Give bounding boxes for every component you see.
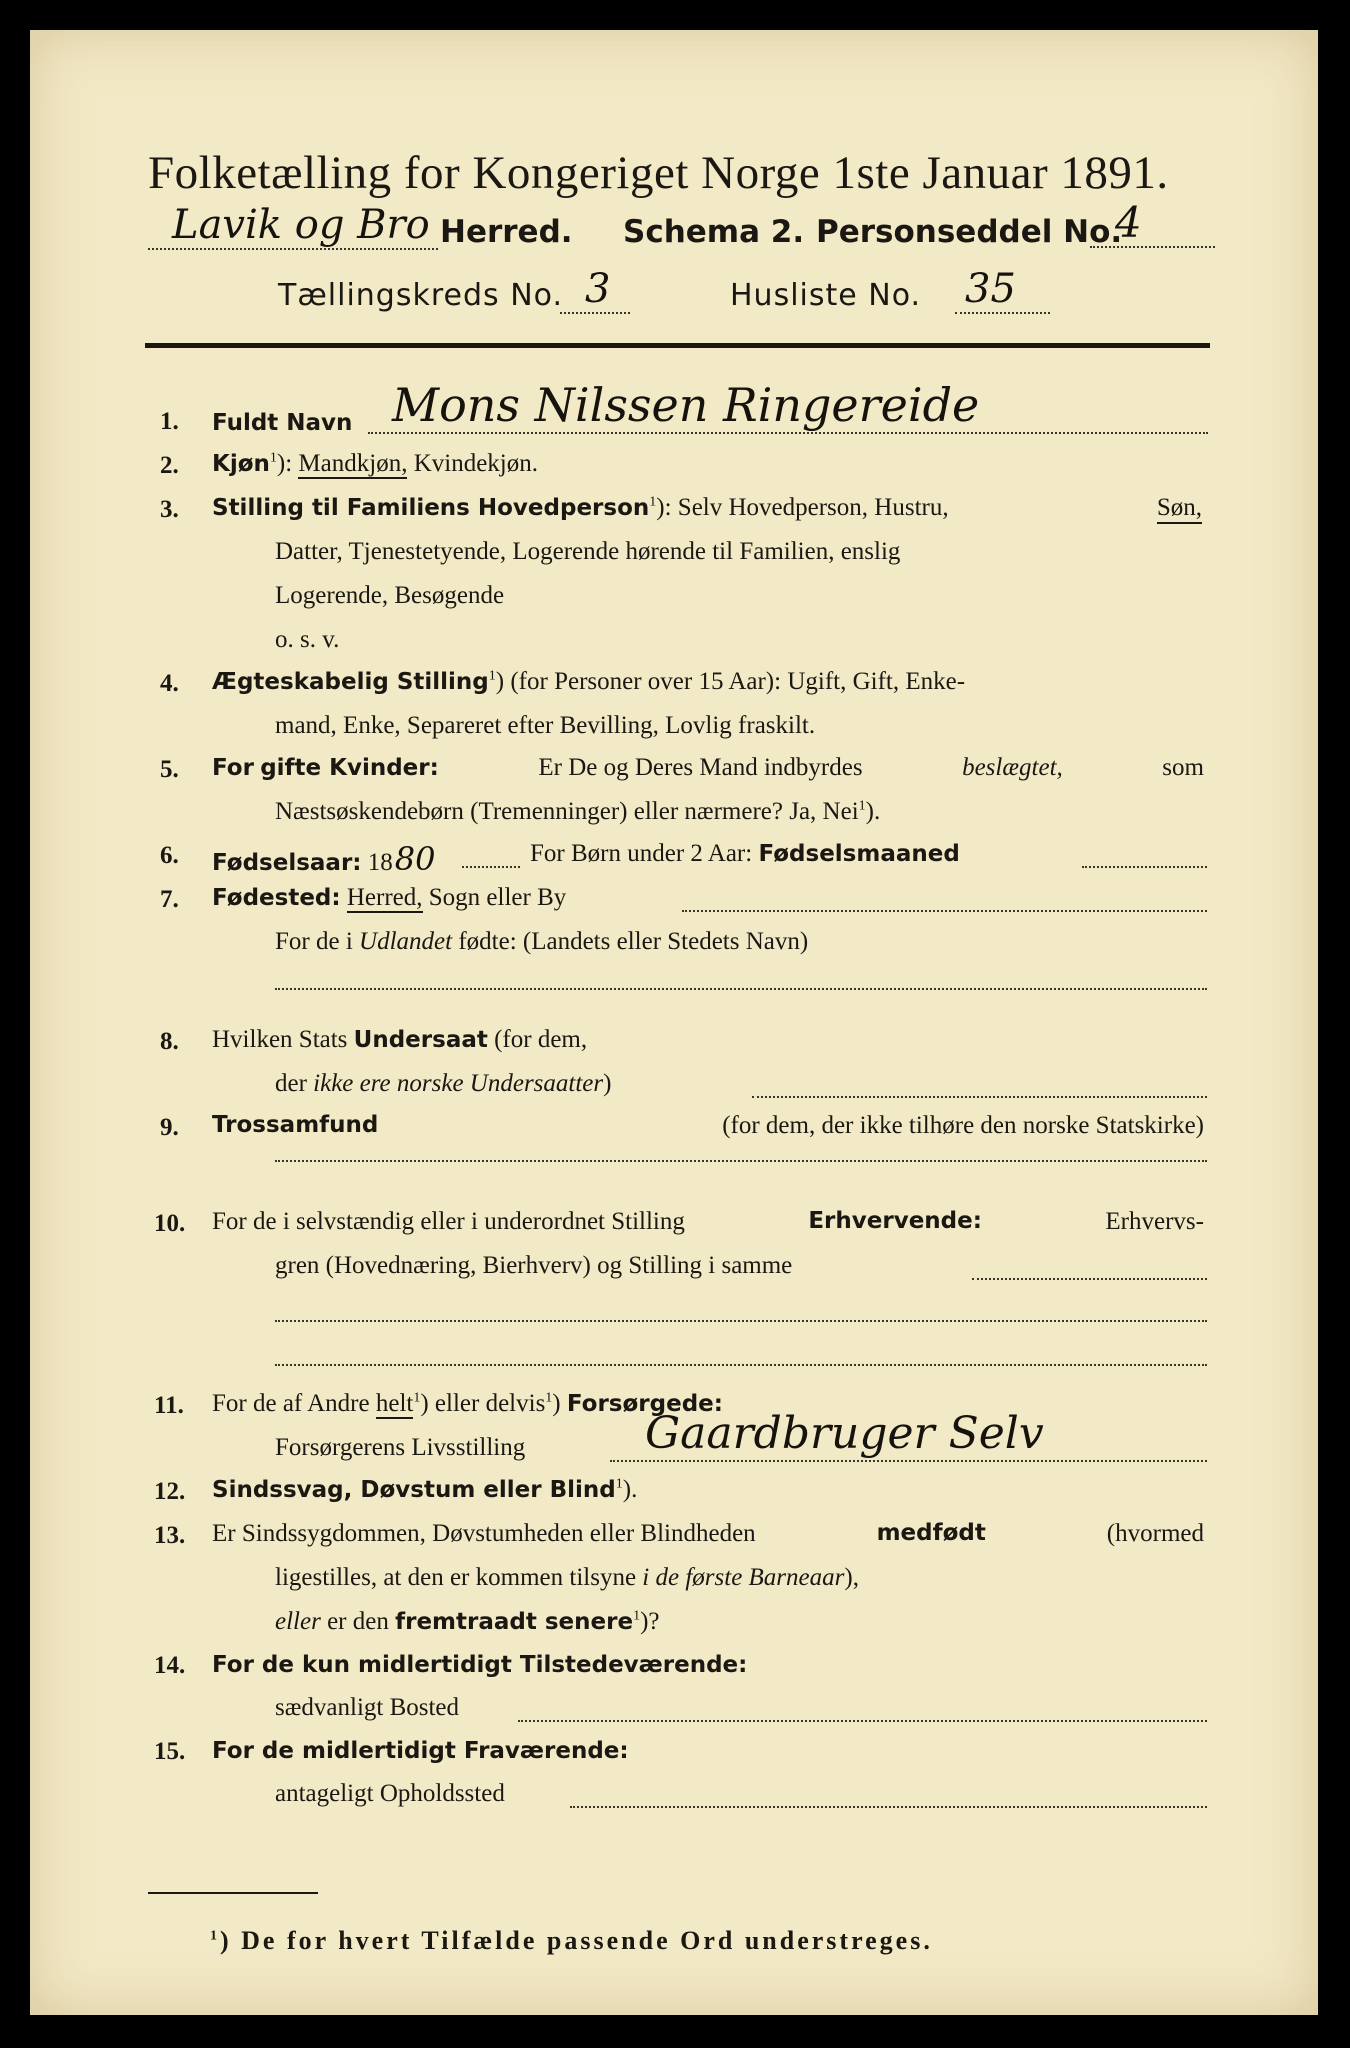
birth-year-answer: 80 xyxy=(394,840,436,878)
marital-status-line1: Ægteskabelig Stilling$^1$) (for Personer over 15 Aar): Ugift, Gift, Enke- xyxy=(212,668,966,695)
sex-line: Kjøn$^1$): Mandkjøn, Kvindekjøn. xyxy=(212,450,538,477)
husliste-label: Husliste No. xyxy=(730,278,922,313)
religion-label: Trossamfund xyxy=(212,1112,379,1138)
married-women-label: gifte Kvinder: xyxy=(260,755,439,781)
congenital-line3: eller er den fremtraadt senere$^1$)? xyxy=(275,1608,660,1635)
full-name-answer: Mons Nilssen Ringereide xyxy=(392,378,980,432)
supporter-occupation-answer: Gaardbruger Selv xyxy=(645,1408,1044,1459)
item-number: 12. xyxy=(154,1478,186,1505)
occupation-line1: For de i selvstændig eller i underordnet Stilling Erhvervende: Erhvervs- xyxy=(212,1208,1204,1235)
supported-line1: For de af Andre helt$^1$) eller delvis$^1$) Forsørgede: xyxy=(212,1390,723,1417)
marital-status-line2: mand, Enke, Separeret efter Bevilling, Lovlig fraskilt. xyxy=(275,712,816,739)
birth-month-label: Fødselsmaaned xyxy=(758,841,960,867)
son-underlined: Søn, xyxy=(1157,494,1202,524)
sex-label: Kjøn xyxy=(212,451,270,477)
item-number: 13. xyxy=(154,1522,186,1549)
birthplace-label: Fødested: xyxy=(212,885,341,911)
family-position-line2: Datter, Tjenestetyende, Logerende hørende til Familien, enslig xyxy=(275,538,901,565)
married-women-line1: For gifte Kvinder: Er De og Deres Mand indbyrdes beslægtet, som xyxy=(212,754,1204,781)
item-number: 6. xyxy=(160,842,179,869)
sex-female: Kvindekjøn. xyxy=(413,450,538,477)
item-number: 15. xyxy=(154,1738,186,1765)
marital-status-label: Ægteskabelig Stilling xyxy=(212,669,489,695)
footnote: $^1$) De for hvert Tilfælde passende Ord understreges. xyxy=(210,1926,933,1955)
probable-residence-label: antageligt Opholdssted xyxy=(275,1780,505,1807)
item-number: 4. xyxy=(160,670,179,697)
item-number: 3. xyxy=(160,496,179,523)
personseddel-label: Personseddel No. xyxy=(816,214,1123,250)
congenital-line2: ligestilles, at den er kommen tilsyne i de første Barneaar), xyxy=(275,1564,859,1591)
supported-label: Forsørgede: xyxy=(566,1391,723,1417)
occupation-label: Erhvervende: xyxy=(808,1208,982,1234)
personseddel-number: 4 xyxy=(1115,198,1142,247)
birthplace-line2: For de i Udlandet fødte: (Landets eller Stedets Navn) xyxy=(275,928,809,955)
taellingskreds-number: 3 xyxy=(585,266,611,312)
husliste-number: 35 xyxy=(965,266,1016,312)
item-number: 7. xyxy=(160,886,179,913)
citizenship-line1: Hvilken Stats Undersaat (for dem, xyxy=(212,1026,588,1053)
congenital-line1: Er Sindssygdommen, Døvstumheden eller Blindheden medfødt (hvormed xyxy=(212,1520,1204,1547)
herred-handwritten: Lavik og Bro xyxy=(172,202,430,248)
herred-underlined: Herred, xyxy=(346,884,423,911)
footnote-rule xyxy=(148,1892,318,1894)
temporary-absent-label: For de midlertidigt Fraværende: xyxy=(212,1738,629,1764)
sex-male-underlined: Mandkjøn, xyxy=(298,450,408,477)
item-number: 9. xyxy=(160,1114,179,1141)
birth-month-line: For Børn under 2 Aar: Fødselsmaaned xyxy=(530,840,960,867)
item-number: 14. xyxy=(154,1652,186,1679)
religion-line: Trossamfund (for dem, der ikke tilhøre den norske Statskirke) xyxy=(212,1112,1204,1139)
item-number: 10. xyxy=(154,1210,186,1237)
family-position-line1: Stilling til Familiens Hovedperson$^1$): Selv Hovedperson, Hustru, Søn, xyxy=(212,494,1202,524)
item-number: 8. xyxy=(160,1028,179,1055)
item-number: 2. xyxy=(160,452,179,479)
family-position-line3: Logerende, Besøgende xyxy=(275,582,505,609)
supporter-occupation-label: Forsørgerens Livsstilling xyxy=(275,1434,526,1461)
married-women-line2: Næstsøskendebørn (Tremenninger) eller nærmere? Ja, Nei$^1$). xyxy=(275,798,881,825)
citizenship-label: Undersaat xyxy=(353,1027,488,1053)
full-name-label: Fuldt Navn xyxy=(212,410,353,436)
occupation-line2: gren (Hovednæring, Bierhverv) og Stilling i samme xyxy=(275,1252,793,1279)
item-number: 5. xyxy=(160,756,179,783)
disability-label: Sindssvag, Døvstum eller Blind xyxy=(212,1477,616,1503)
birth-year-label: Fødselsaar: xyxy=(212,850,362,876)
herred-label: Herred. xyxy=(440,214,573,250)
family-position-line4: o. s. v. xyxy=(275,626,340,653)
header-divider xyxy=(145,343,1210,348)
item-number: 11. xyxy=(154,1392,184,1419)
item-number: 1. xyxy=(160,408,179,435)
temporary-present-label: For de kun midlertidigt Tilstedeværende: xyxy=(212,1652,748,1678)
taellingskreds-label: Tællingskreds No. xyxy=(278,278,563,313)
family-position-label: Stilling til Familiens Hovedperson xyxy=(212,495,650,521)
census-form-sheet xyxy=(30,30,1318,2015)
form-title: Folketælling for Kongeriget Norge 1ste Januar 1891. xyxy=(148,147,1169,199)
citizenship-line2: der ikke ere norske Undersaatter) xyxy=(275,1070,612,1097)
birth-year-line: Fødselsaar: 1880 xyxy=(212,840,436,878)
birthplace-line1: Fødested: Herred, Sogn eller By xyxy=(212,884,567,911)
schema-label: Schema 2. xyxy=(623,214,805,250)
congenital-label: medfødt xyxy=(876,1520,986,1546)
helt-underlined: helt xyxy=(375,1390,414,1417)
disability-line: Sindssvag, Døvstum eller Blind$^1$). xyxy=(212,1476,638,1503)
usual-residence-label: sædvanligt Bosted xyxy=(275,1694,460,1721)
